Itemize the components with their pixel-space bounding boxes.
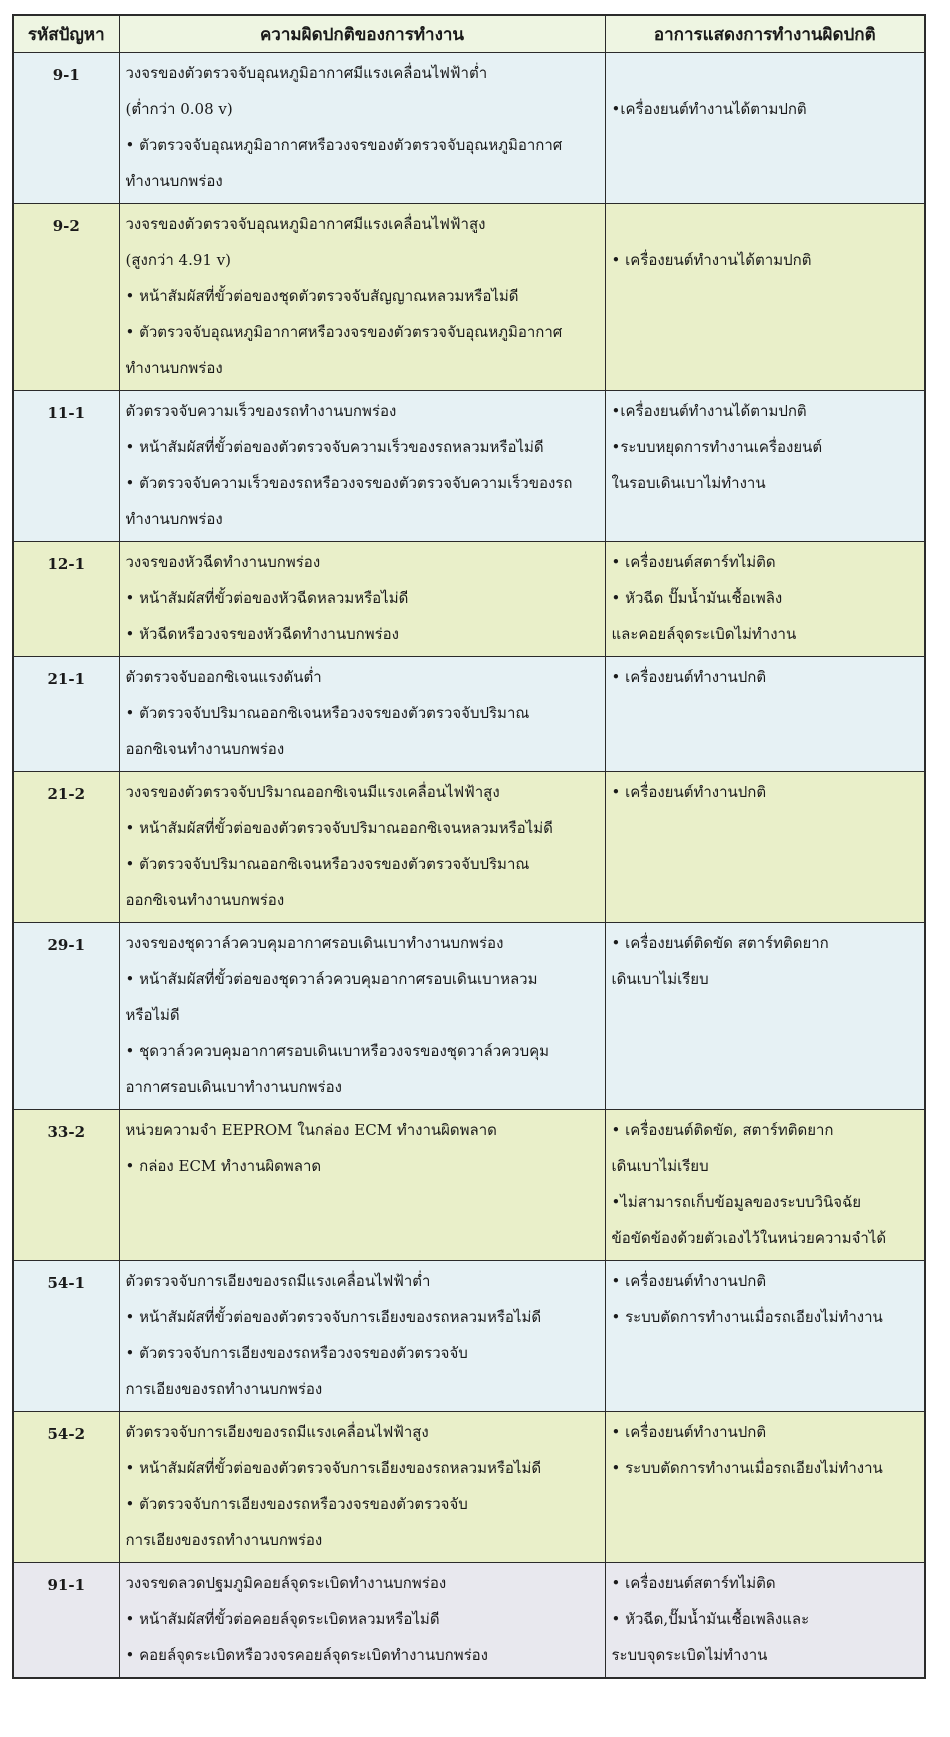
fault-line: • หน้าสัมผัสที่ขั้วต่อของหัวฉีดหลวมหรือไม่ดี (125, 589, 409, 607)
fault-code-cell: 33-2 (13, 1110, 119, 1261)
fault-code-cell: 29-1 (13, 923, 119, 1110)
fault-line: ตัวตรวจจับความเร็วของรถทำงานบกพร่อง (125, 402, 397, 420)
fault-line: วงจรของตัวตรวจจับอุณหภูมิอากาศมีแรงเคลื่อนไฟฟ้าสูง (125, 215, 486, 233)
fault-code-cell: 21-1 (13, 657, 119, 772)
fault-line: ตัวตรวจจับออกซิเจนแรงดันต่ำ (125, 668, 322, 686)
fault-line: • หน้าสัมผัสที่ขั้วต่อของตัวตรวจจับการเอียงของรถหลวมหรือไม่ดี (125, 1459, 542, 1477)
fault-line: • ตัวตรวจจับความเร็วของรถหรือวงจรของตัวตรวจจับความเร็วของรถ (125, 474, 573, 492)
symptom-line: • ระบบตัดการทำงานเมื่อรถเอียงไม่ทำงาน (611, 1459, 883, 1477)
symptom-line: • หัวฉีด,ปั๊มน้ำมันเชื้อเพลิงและ (611, 1610, 810, 1628)
fault-code-table (12, 14, 926, 1679)
symptom-line: • เครื่องยนต์ทำงานปกติ (611, 1272, 767, 1290)
fault-line: ทำงานบกพร่อง (125, 510, 223, 528)
symptom-line: และคอยล์จุดระเบิดไม่ทำงาน (611, 625, 797, 643)
fault-code-cell: 9-2 (13, 204, 119, 391)
symptom-line: •ระบบหยุดการทำงานเครื่องยนต์ (611, 438, 823, 456)
symptom-cell (605, 53, 925, 204)
symptom-cell (605, 772, 925, 923)
fault-line: • ชุดวาล์วควบคุมอากาศรอบเดินเบาหรือวงจรของชุดวาล์วควบคุม (125, 1042, 550, 1060)
symptom-cell (605, 657, 925, 772)
table-header-row (13, 15, 925, 53)
fault-code-cell: 11-1 (13, 391, 119, 542)
table-row (13, 657, 925, 772)
symptom-line: เดินเบาไม่เรียบ (611, 1157, 709, 1175)
table-body (13, 53, 925, 1679)
fault-code-cell: 12-1 (13, 542, 119, 657)
fault-line: • ตัวตรวจจับอุณหภูมิอากาศหรือวงจรของตัวตรวจจับอุณหภูมิอากาศ (125, 136, 563, 154)
table-row (13, 204, 925, 391)
fault-line: • ตัวตรวจจับการเอียงของรถหรือวงจรของตัวตรวจจับ (125, 1344, 468, 1362)
fault-line: วงจรของหัวฉีดทำงานบกพร่อง (125, 553, 321, 571)
fault-line: วงจรขดลวดปฐมภูมิคอยล์จุดระเบิดทำงานบกพร่อง (125, 1574, 447, 1592)
table-row (13, 1563, 925, 1679)
fault-description-cell (119, 923, 605, 1110)
fault-code-cell: 91-1 (13, 1563, 119, 1679)
symptom-line: ข้อขัดข้องด้วยตัวเองไว้ในหน่วยความจำได้ (611, 1229, 887, 1247)
fault-description-cell (119, 1110, 605, 1261)
fault-description-cell (119, 391, 605, 542)
fault-description-cell (119, 1261, 605, 1412)
symptom-cell (605, 204, 925, 391)
table-row (13, 923, 925, 1110)
symptom-cell (605, 542, 925, 657)
table-row (13, 53, 925, 204)
header-symptom: อาการแสดงการทำงานผิดปกติ (605, 15, 925, 53)
fault-line: • หน้าสัมผัสที่ขั้วต่อของตัวตรวจจับความเร็วของรถหลวมหรือไม่ดี (125, 438, 544, 456)
symptom-line: • เครื่องยนต์ทำงานได้ตามปกติ (611, 251, 812, 269)
fault-line: • คอยล์จุดระเบิดหรือวงจรคอยล์จุดระเบิดทำงานบกพร่อง (125, 1646, 488, 1664)
fault-description-cell (119, 542, 605, 657)
fault-line: วงจรของชุดวาล์วควบคุมอากาศรอบเดินเบาทำงานบกพร่อง (125, 934, 504, 952)
table-row (13, 772, 925, 923)
fault-code-table-wrapper (12, 14, 924, 1679)
fault-line: วงจรของตัวตรวจจับปริมาณออกซิเจนมีแรงเคลื่อนไฟฟ้าสูง (125, 783, 500, 801)
fault-line: • ตัวตรวจจับปริมาณออกซิเจนหรือวงจรของตัวตรวจจับปริมาณ (125, 704, 530, 722)
fault-line: หรือไม่ดี (125, 1006, 180, 1024)
fault-code-cell: 9-1 (13, 53, 119, 204)
fault-line: การเอียงของรถทำงานบกพร่อง (125, 1531, 323, 1549)
fault-line: • หน้าสัมผัสที่ขั้วต่อคอยล์จุดระเบิดหลวมหรือไม่ดี (125, 1610, 440, 1628)
fault-line: ออกซิเจนทำงานบกพร่อง (125, 891, 285, 909)
fault-line: ทำงานบกพร่อง (125, 359, 223, 377)
fault-line: วงจรของตัวตรวจจับอุณหภูมิอากาศมีแรงเคลื่อนไฟฟ้าต่ำ (125, 64, 488, 82)
fault-line: (สูงกว่า 4.91 v) (125, 251, 232, 269)
fault-line: • หน้าสัมผัสที่ขั้วต่อของชุดวาล์วควบคุมอากาศรอบเดินเบาหลวม (125, 970, 538, 988)
fault-description-cell (119, 53, 605, 204)
symptom-line (612, 55, 919, 91)
fault-code-cell: 54-2 (13, 1412, 119, 1563)
table-row (13, 542, 925, 657)
symptom-cell (605, 1563, 925, 1679)
table-row (13, 391, 925, 542)
fault-line: • กล่อง ECM ทำงานผิดพลาด (125, 1157, 322, 1175)
symptom-line (612, 206, 919, 242)
symptom-line: • ระบบตัดการทำงานเมื่อรถเอียงไม่ทำงาน (611, 1308, 883, 1326)
fault-line: การเอียงของรถทำงานบกพร่อง (125, 1380, 323, 1398)
fault-code-cell: 21-2 (13, 772, 119, 923)
symptom-line: •ไม่สามารถเก็บข้อมูลของระบบวินิจฉัย (611, 1193, 862, 1211)
table-row (13, 1261, 925, 1412)
symptom-line: • เครื่องยนต์ทำงานปกติ (611, 668, 767, 686)
symptom-cell (605, 1261, 925, 1412)
fault-description-cell (119, 1412, 605, 1563)
symptom-cell (605, 923, 925, 1110)
fault-line: • หัวฉีดหรือวงจรของหัวฉีดทำงานบกพร่อง (125, 625, 399, 643)
fault-line: (ต่ำกว่า 0.08 v) (125, 100, 233, 118)
fault-line: ทำงานบกพร่อง (125, 172, 223, 190)
fault-line: ตัวตรวจจับการเอียงของรถมีแรงเคลื่อนไฟฟ้าสูง (125, 1423, 429, 1441)
fault-code-cell: 54-1 (13, 1261, 119, 1412)
header-code: รหัสปัญหา (13, 15, 119, 53)
symptom-line: • เครื่องยนต์สตาร์ทไม่ติด (611, 1574, 776, 1592)
fault-line: • ตัวตรวจจับการเอียงของรถหรือวงจรของตัวตรวจจับ (125, 1495, 468, 1513)
fault-line: ตัวตรวจจับการเอียงของรถมีแรงเคลื่อนไฟฟ้าต่ำ (125, 1272, 431, 1290)
symptom-line: • เครื่องยนต์ติดขัด สตาร์ทติดยาก (611, 934, 829, 952)
header-fault: ความผิดปกติของการทำงาน (119, 15, 605, 53)
fault-description-cell (119, 1563, 605, 1679)
fault-description-cell (119, 772, 605, 923)
fault-line: • หน้าสัมผัสที่ขั้วต่อของตัวตรวจจับปริมาณออกซิเจนหลวมหรือไม่ดี (125, 819, 553, 837)
table-row (13, 1412, 925, 1563)
fault-line: หน่วยความจำ EEPROM ในกล่อง ECM ทำงานผิดพลาด (125, 1121, 497, 1139)
fault-line: • ตัวตรวจจับอุณหภูมิอากาศหรือวงจรของตัวตรวจจับอุณหภูมิอากาศ (125, 323, 563, 341)
fault-description-cell (119, 657, 605, 772)
symptom-cell (605, 1412, 925, 1563)
fault-line: ออกซิเจนทำงานบกพร่อง (125, 740, 285, 758)
symptom-line: ระบบจุดระเบิดไม่ทำงาน (611, 1646, 768, 1664)
table-row (13, 1110, 925, 1261)
fault-line: อากาศรอบเดินเบาทำงานบกพร่อง (125, 1078, 342, 1096)
symptom-line: •เครื่องยนต์ทำงานได้ตามปกติ (611, 100, 807, 118)
fault-line: • หน้าสัมผัสที่ขั้วต่อของชุดตัวตรวจจับสัญญาณหลวมหรือไม่ดี (125, 287, 519, 305)
symptom-line: • หัวฉีด ปั๊มน้ำมันเชื้อเพลิง (611, 589, 783, 607)
symptom-line: • เครื่องยนต์ติดขัด, สตาร์ทติดยาก (611, 1121, 834, 1139)
symptom-cell (605, 1110, 925, 1261)
fault-line: • หน้าสัมผัสที่ขั้วต่อของตัวตรวจจับการเอียงของรถหลวมหรือไม่ดี (125, 1308, 542, 1326)
symptom-line: • เครื่องยนต์ทำงานปกติ (611, 1423, 767, 1441)
symptom-line: • เครื่องยนต์สตาร์ทไม่ติด (611, 553, 776, 571)
fault-line: • ตัวตรวจจับปริมาณออกซิเจนหรือวงจรของตัวตรวจจับปริมาณ (125, 855, 530, 873)
symptom-line: ในรอบเดินเบาไม่ทำงาน (611, 474, 766, 492)
symptom-line: เดินเบาไม่เรียบ (611, 970, 709, 988)
fault-description-cell (119, 204, 605, 391)
symptom-line: • เครื่องยนต์ทำงานปกติ (611, 783, 767, 801)
symptom-cell (605, 391, 925, 542)
symptom-line: •เครื่องยนต์ทำงานได้ตามปกติ (611, 402, 807, 420)
